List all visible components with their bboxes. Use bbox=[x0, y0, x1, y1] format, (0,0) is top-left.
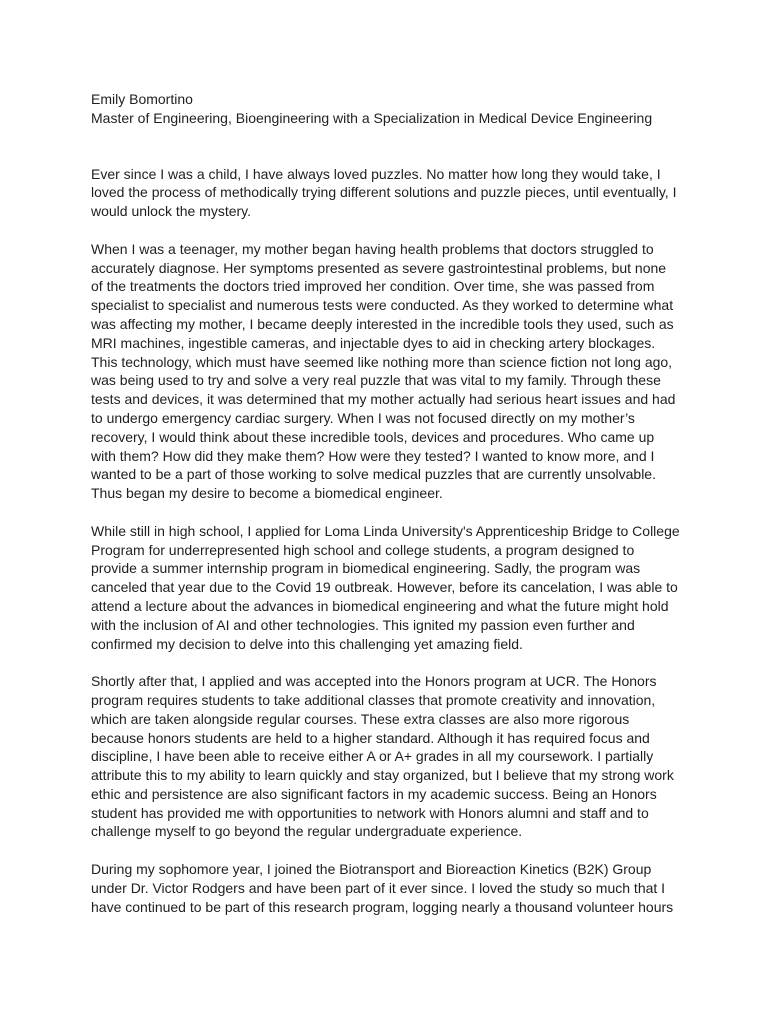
paragraph-honors-program: Shortly after that, I applied and was accepted into the Honors program at UCR. The Honors program requires students to take additional classes that promote creativity and innovation, which are taken alongside regular courses. These extra classes are also more rigorous because honors students are held to a higher standard. Although it has required focus and discipline, I have been able to receive either A or A+ grades in all my coursework. I partially attribute this to my ability to learn quickly and stay organized, but I believe that my strong work ethic and persistence are also significant factors in my academic success. Being an Honors student has provided me with opportunities to network with Honors alumni and staff and to challenge myself to go beyond the regular undergraduate experience. bbox=[91, 673, 674, 840]
paragraph-mother-health: When I was a teenager, my mother began having health problems that doctors struggled to accurately diagnose. Her symptoms presented as severe gastrointestinal problems, but none of the treatments the doctors tried improved her condition. Over time, she was passed from specialist to specialist and numerous tests were conducted. As they worked to determine what was affecting my mother, I became deeply interested in the incredible tools they used, such as MRI machines, ingestible cameras, and injectable dyes to aid in checking artery blockages. This technology, which must have seemed like nothing more than science fiction not long ago, was being used to try and solve a very real puzzle that was vital to my family. Through these tests and devices, it was determined that my mother actually had serious heart issues and had to undergo emergency cardiac surgery. When I was not focused directly on my mother’s recovery, I would think about these incredible tools, devices and procedures. Who came up with them? How did they make them? How were they tested? I wanted to know more, and I wanted to be a part of those working to solve medical puzzles that are currently unsolvable. Thus began my desire to become a biomedical engineer. bbox=[91, 240, 676, 502]
paragraph-loma-linda: While still in high school, I applied for Loma Linda University's Apprenticeship Bridge to College Program for underrepresented high school and college students, a program designed to provide a summer internship program in biomedical engineering. Sadly, the program was canceled that year due to the Covid 19 outbreak. However, before its cancelation, I was able to attend a lecture about the advances in biomedical engineering and what the future might hold with the inclusion of AI and other technologies. This ignited my passion even further and confirmed my decision to delve into this challenging yet amazing field. bbox=[91, 522, 680, 652]
document-body bbox=[91, 90, 681, 935]
paragraph-childhood-puzzles: Ever since I was a child, I have always loved puzzles. No matter how long they would take, I loved the process of methodically trying different solutions and puzzle pieces, until eventually, I would unlock the mystery. bbox=[91, 165, 677, 220]
degree-program: Master of Engineering, Bioengineering with a Specialization in Medical Device Engineering bbox=[91, 109, 653, 126]
author-name: Emily Bomortino bbox=[91, 91, 193, 107]
header-spacer bbox=[91, 128, 681, 165]
paragraph-b2k-group: During my sophomore year, I joined the Biotransport and Bioreaction Kinetics (B2K) Group under Dr. Victor Rodgers and have been part of it ever since. I loved the study so much that I have continued to be part of this research program, logging nearly a thousand volunteer hours bbox=[91, 861, 674, 915]
